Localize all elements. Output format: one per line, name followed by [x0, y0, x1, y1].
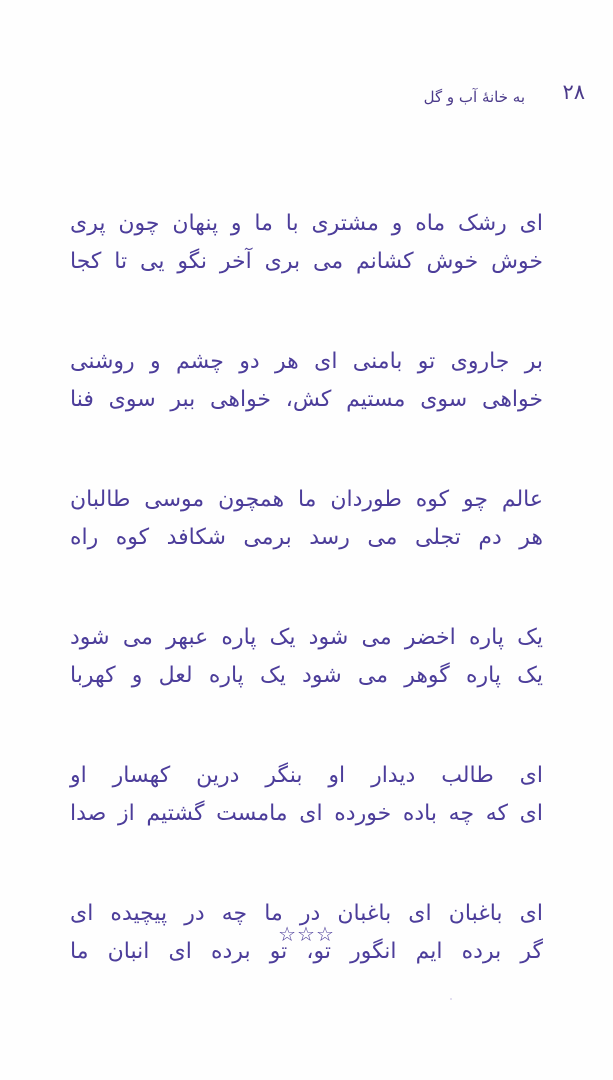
paper-speck [450, 998, 452, 1000]
couplet-4 [70, 619, 543, 695]
verse-line: بر جاروی تو بامنی ای هر دو چشم و روشنی [70, 349, 543, 374]
verse-line: یک پاره گوهر می شود یک پاره لعل و کهربا [70, 663, 543, 688]
verse-line: خواهی سوی مستیم کش، خواهی ببر سوی فنا [70, 387, 543, 412]
verse-line: گر برده ایم انگور تو، تو برده ای انبان ما [70, 939, 543, 964]
verse-line: خوش خوش کشانم می بری آخر نگو یی تا کجا [70, 249, 543, 274]
page-header [325, 80, 585, 112]
verse-line: ای رشک ماه و مشتری با ما و پنهان چون پری [70, 211, 543, 236]
verse-line: عالم چو کوه طوردان ما همچون موسی طالبان [70, 487, 543, 512]
section-ornament: ☆☆☆ [278, 922, 335, 946]
page-number: ۲۸ [562, 80, 585, 104]
couplet-5 [70, 757, 543, 833]
couplet-2 [70, 343, 543, 419]
verse-line: ای طالب دیدار او بنگر درین کهسار او [70, 763, 543, 788]
verse-line: هر دم تجلی می رسد برمی شکافد کوه راه [70, 525, 543, 550]
verse-line: ای باغبان ای باغبان در ما چه در پیچیده ای [70, 901, 543, 926]
verse-line: یک پاره اخضر می شود یک پاره عبهر می شود [70, 625, 543, 650]
couplet-3 [70, 481, 543, 557]
running-title: به خانهٔ آب و گل [423, 88, 525, 106]
poem [70, 205, 543, 1033]
couplet-1 [70, 205, 543, 281]
verse-line: ای که چه باده خورده ای مامست گشتیم از صدا [70, 801, 543, 826]
